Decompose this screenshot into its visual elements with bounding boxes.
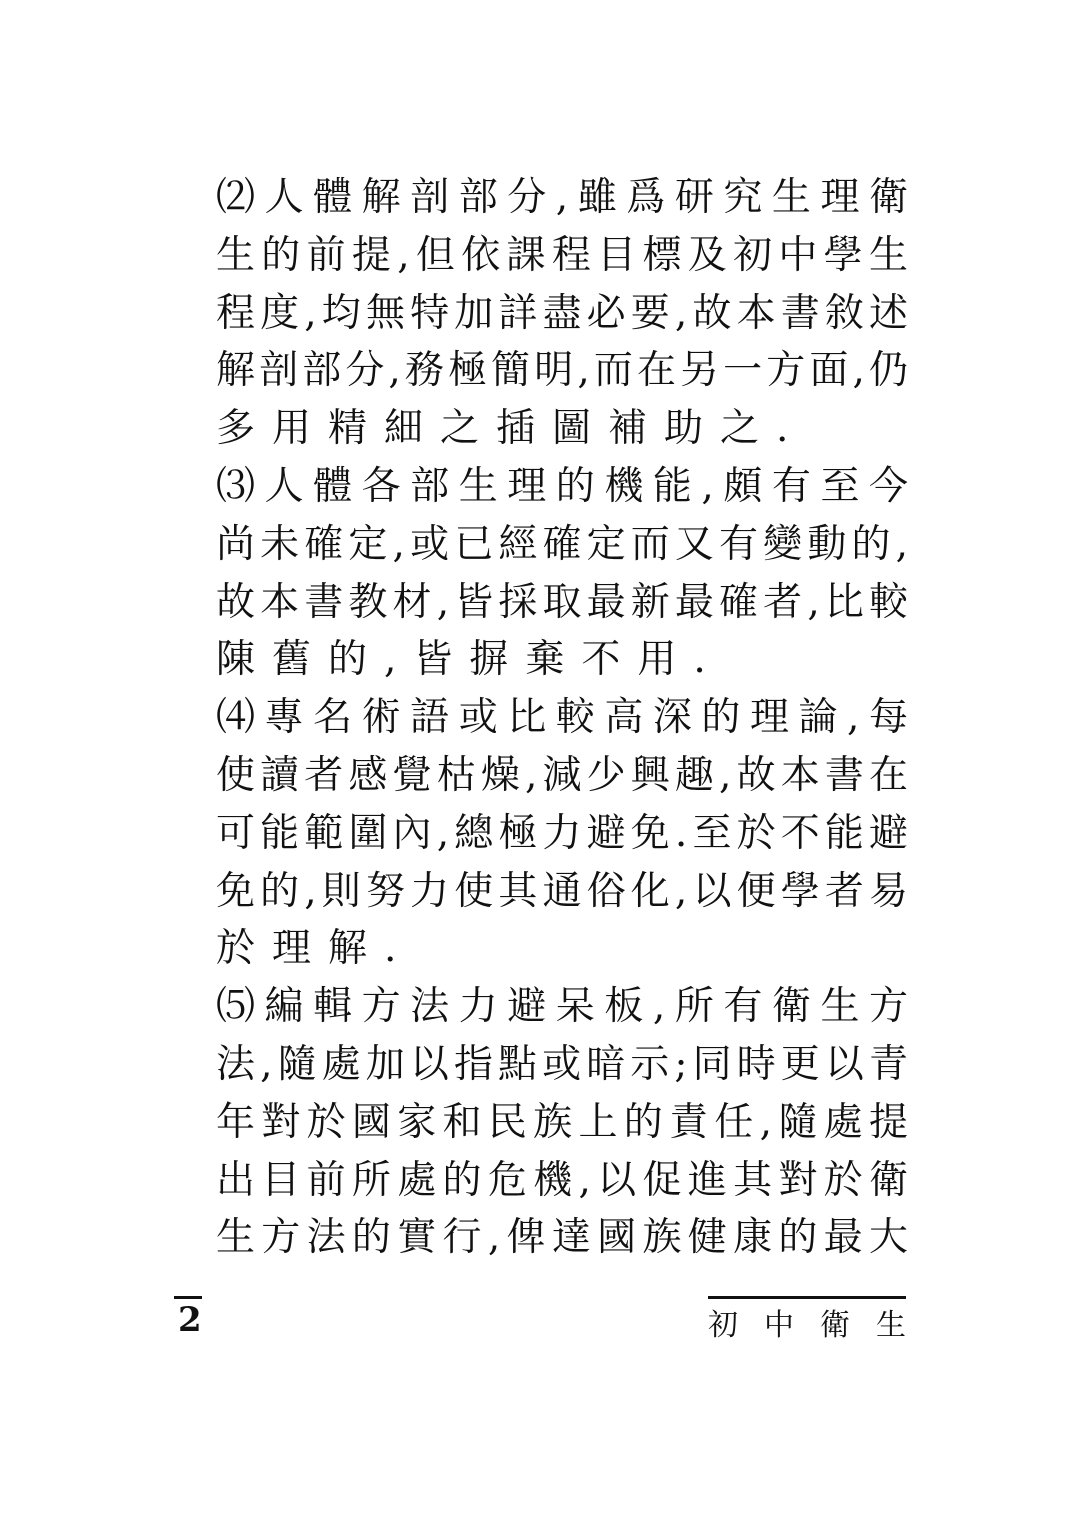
page-number-rule [174,1296,202,1299]
text-line: 故本書教材,皆採取最新最確者,比較 [216,579,908,625]
body-text [216,169,908,1267]
text-line: 免的,則努力使其通俗化,以便學者易 [216,868,908,914]
text-line: 生的前提,但依課程目標及初中學生 [216,232,908,278]
text-line: 年對於國家和民族上的責任,隨處提 [216,1099,908,1145]
text-line: 可能範圍內,總極力避免.至於不能避 [216,810,908,856]
text-line: 程度,均無特加詳盡必要,故本書敘述 [216,290,908,336]
paragraph-5-line: ⑸編輯方法力避呆板,所有衛生方 [216,984,908,1030]
text-line: 解剖部分,務極簡明,而在另一方面,仍 [216,348,908,394]
running-title-rule [708,1296,906,1299]
paragraph-2-line: ⑵人體解剖部分,雖爲研究生理衛 [216,175,908,220]
text-line: 法,隨處加以指點或暗示;同時更以青 [216,1041,908,1087]
running-title: 初 中 衛 生 [708,1308,906,1343]
text-line: 使讀者感覺枯燥,減少興趣,故本書在 [216,752,908,798]
text-line: 多用精細之插圖補助之. [216,406,806,452]
text-line: 於理解. [216,926,414,972]
paragraph-4-line: ⑷專名術語或比較高深的理論,每 [216,695,908,741]
paragraph-3-line: ⑶人體各部生理的機能,頗有至今 [216,463,908,509]
text-line: 陳舊的,皆摒棄不用. [216,637,723,683]
text-line: 生方法的實行,俾達國族健康的最大 [216,1215,908,1261]
text-line: 出目前所處的危機,以促進其對於衛 [216,1157,908,1203]
text-line: 尚未確定,或已經確定而又有變動的, [216,521,908,567]
page-number: 2 [178,1300,202,1340]
